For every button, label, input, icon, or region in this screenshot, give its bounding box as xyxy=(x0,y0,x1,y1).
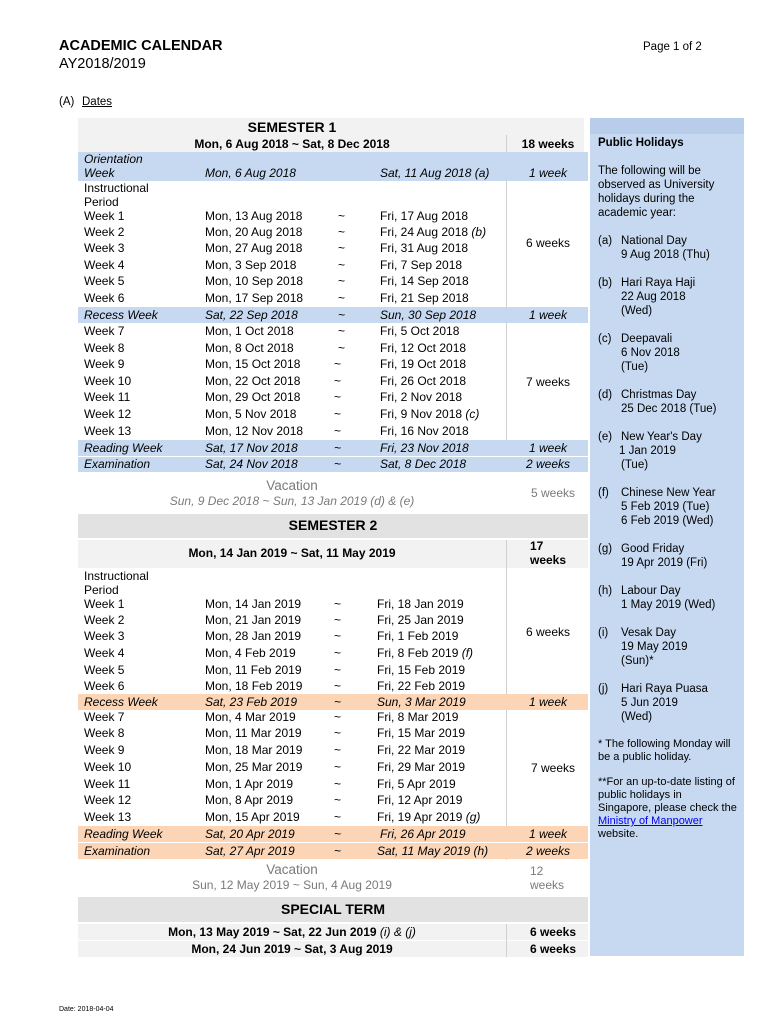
page-number: Page 1 of 2 xyxy=(643,41,702,53)
holidays-intro: The following will be observed as University holidays during the academic year: xyxy=(598,165,715,219)
sem2-week-row-tilde: ~ xyxy=(334,743,342,757)
sem2-week-row-tilde: ~ xyxy=(334,597,342,611)
orientation-start: Mon, 6 Aug 2018 xyxy=(205,166,296,180)
sem2-week-row-tilde: ~ xyxy=(334,646,342,660)
sem1-week-row-label: Week 5 xyxy=(84,274,125,288)
sem2-week-row-start: Mon, 15 Apr 2019 xyxy=(205,810,300,824)
sem2-week-row-label: Week 3 xyxy=(84,629,125,643)
sem2-recess-start: Sat, 23 Feb 2019 xyxy=(205,695,298,709)
sem1-vacation-duration: 5 weeks xyxy=(530,486,576,500)
sem1-week-row-start: Mon, 29 Oct 2018 xyxy=(205,390,301,404)
sem2-week-row-start: Mon, 21 Jan 2019 xyxy=(205,613,302,627)
sem2-week-row-tilde: ~ xyxy=(334,613,342,627)
sem2-week-row-note: (g) xyxy=(465,810,481,824)
sem2-week-row-note: (f) xyxy=(461,646,474,660)
sem1-block1-duration: 6 weeks xyxy=(525,236,571,250)
sem1-week-row-label: Week 9 xyxy=(84,357,125,371)
sem2-week-row-start: Mon, 28 Jan 2019 xyxy=(205,629,302,643)
holiday-date: 5 Jun 2019 xyxy=(621,697,678,709)
sem2-week-row-end: Fri, 1 Feb 2019 xyxy=(377,629,459,643)
sem1-week-row-tilde: ~ xyxy=(334,424,342,438)
holiday-key: (b) xyxy=(598,277,613,289)
sem2-week-row-label: Week 13 xyxy=(84,810,132,824)
holiday-key: (j) xyxy=(598,683,609,695)
sem1-week-row-end: Fri, 19 Oct 2018 xyxy=(380,357,467,371)
holiday-date: 22 Aug 2018 xyxy=(621,291,686,303)
special-row1-note: (i) & (j) xyxy=(379,925,416,939)
sem1-week-row-start: Mon, 13 Aug 2018 xyxy=(205,209,303,223)
holidays-footnote-1: * The following Monday will be a public holiday. xyxy=(598,738,731,763)
sem1-week-row-label: Week 7 xyxy=(84,324,125,338)
sem1-week-row-start: Mon, 3 Sep 2018 xyxy=(205,258,297,272)
sem2-weeks-label: weeks xyxy=(530,553,567,567)
holiday-name: Hari Raya Puasa xyxy=(621,683,708,695)
sem2-recess-tilde: ~ xyxy=(334,695,342,709)
sem1-week-row-label: Week 10 xyxy=(84,374,132,388)
sem2-reading-duration: 1 week xyxy=(528,827,568,841)
sem2-exam-end: Sat, 11 May 2019 (h) xyxy=(377,844,489,858)
sem2-week-row-end: Fri, 15 Mar 2019 xyxy=(377,726,466,740)
holiday-date-2: (Wed) xyxy=(621,711,653,723)
sem1-reading-label: Reading Week xyxy=(84,441,163,455)
sem2-exam-label: Examination xyxy=(84,844,151,858)
sem1-week-row-start: Mon, 17 Sep 2018 xyxy=(205,291,304,305)
sem2-instr-label-2: Period xyxy=(84,583,119,597)
sem1-reading-start: Sat, 17 Nov 2018 xyxy=(205,441,298,455)
sem1-exam-tilde: ~ xyxy=(334,457,342,471)
holiday-key: (f) xyxy=(598,487,609,499)
sem1-week-row-start: Mon, 27 Aug 2018 xyxy=(205,241,303,255)
sem2-week-row-tilde: ~ xyxy=(334,679,342,693)
holiday-date-2: (Wed) xyxy=(621,305,653,317)
document-title: ACADEMIC CALENDAR xyxy=(59,38,223,54)
special-title: SPECIAL TERM xyxy=(281,901,385,917)
holiday-date: 5 Feb 2019 (Tue) xyxy=(621,501,710,513)
sem2-week-row-label: Week 9 xyxy=(84,743,125,757)
sem2-vacation-range: Sun, 12 May 2019 ~ Sun, 4 Aug 2019 xyxy=(192,878,392,892)
sem1-exam-label: Examination xyxy=(84,457,151,471)
sem2-week-row-end: Fri, 8 Mar 2019 xyxy=(377,710,459,724)
sem1-weeks: 18 weeks xyxy=(521,137,575,151)
sem2-week-row-start: Mon, 11 Mar 2019 xyxy=(205,726,302,740)
sem2-week-row-tilde: ~ xyxy=(334,710,342,724)
sem1-reading-end: Fri, 23 Nov 2018 xyxy=(380,441,469,455)
sem1-week-row-start: Mon, 12 Nov 2018 xyxy=(205,424,304,438)
sem1-week-row-tilde: ~ xyxy=(338,258,346,272)
sem2-reading-start: Sat, 20 Apr 2019 xyxy=(205,827,295,841)
sem2-week-row-start: Mon, 18 Feb 2019 xyxy=(205,679,303,693)
sem2-week-row-label: Week 6 xyxy=(84,679,125,693)
sem1-week-row-end: Fri, 7 Sep 2018 xyxy=(380,258,463,272)
special-row2-range: Mon, 24 Jun 2019 ~ Sat, 3 Aug 2019 xyxy=(191,942,393,956)
sem2-instr-label-1: Instructional xyxy=(84,569,149,583)
sem1-week-row-end: Fri, 17 Aug 2018 xyxy=(380,209,469,223)
holiday-name: New Year's Day xyxy=(621,431,702,443)
sem1-vacation-label: Vacation xyxy=(266,478,318,493)
sem1-week-row-tilde: ~ xyxy=(338,209,346,223)
sem1-week-row-end: Fri, 16 Nov 2018 xyxy=(380,424,469,438)
holiday-name: Vesak Day xyxy=(621,627,676,639)
sem1-week-row-start: Mon, 5 Nov 2018 xyxy=(205,407,297,421)
section-marker: (A) xyxy=(59,96,75,108)
sem2-recess-duration: 1 week xyxy=(528,695,568,709)
sem1-week-row-label: Week 11 xyxy=(84,390,131,404)
sem1-week-row-label: Week 2 xyxy=(84,225,125,239)
sem2-reading-tilde: ~ xyxy=(334,827,342,841)
sem1-week-row-tilde: ~ xyxy=(338,241,346,255)
holiday-date: 19 Apr 2019 (Fri) xyxy=(621,557,708,569)
holiday-date: 6 Nov 2018 xyxy=(621,347,680,359)
sem2-week-row-end: Fri, 19 Apr 2019 (g) xyxy=(377,810,481,824)
sem1-week-row-tilde: ~ xyxy=(338,324,346,338)
sem2-week-row-start: Mon, 1 Apr 2019 xyxy=(205,777,294,791)
special-row2-duration: 6 weeks xyxy=(529,942,577,956)
sem1-week-row-end: Fri, 24 Aug 2018 (b) xyxy=(380,225,487,239)
sem1-week-row-start: Mon, 1 Oct 2018 xyxy=(205,324,294,338)
holidays-footnote-2: **For an up-to-date listing of public holidays in Singapore, please check the Ministry of Manpower website. xyxy=(598,776,737,840)
sem1-instr-label-1: Instructional xyxy=(84,181,149,195)
sem2-block1-duration: 6 weeks xyxy=(525,625,571,639)
sem1-block2-duration: 7 weeks xyxy=(525,375,571,389)
sem2-week-row-end: Fri, 25 Jan 2019 xyxy=(377,613,464,627)
sem2-week-row-start: Mon, 14 Jan 2019 xyxy=(205,597,302,611)
orientation-label-1: Orientation xyxy=(84,152,143,166)
holiday-date-2: 6 Feb 2019 (Wed) xyxy=(621,515,714,527)
sem1-week-row-tilde: ~ xyxy=(334,357,342,371)
sem1-recess-start: Sat, 22 Sep 2018 xyxy=(205,308,298,322)
holiday-key: (g) xyxy=(598,543,613,555)
sem1-recess-end: Sun, 30 Sep 2018 xyxy=(380,308,477,322)
sem1-week-row-start: Mon, 8 Oct 2018 xyxy=(205,341,294,355)
sem1-week-row-start: Mon, 22 Oct 2018 xyxy=(205,374,301,388)
sem1-week-row-note: (c) xyxy=(465,407,480,421)
sem2-week-row-end: Fri, 8 Feb 2019 (f) xyxy=(377,646,474,660)
sem2-recess-label: Recess Week xyxy=(84,695,158,709)
sem2-week-row-end: Fri, 18 Jan 2019 xyxy=(377,597,464,611)
sem1-recess-duration: 1 week xyxy=(528,308,568,322)
sem2-week-row-label: Week 5 xyxy=(84,663,125,677)
sem2-week-row-start: Mon, 4 Feb 2019 xyxy=(205,646,296,660)
holiday-name: Labour Day xyxy=(621,585,681,597)
sem1-week-row-tilde: ~ xyxy=(334,390,342,404)
holiday-name: National Day xyxy=(621,235,687,247)
section-label: Dates xyxy=(82,96,113,108)
sem2-week-row-tilde: ~ xyxy=(334,629,342,643)
sem1-week-row-label: Week 12 xyxy=(84,407,132,421)
sem1-week-row-tilde: ~ xyxy=(334,374,342,388)
sem2-vacation-duration-label: weeks xyxy=(530,878,565,892)
sem1-week-row-end: Fri, 31 Aug 2018 xyxy=(380,241,469,255)
sem2-week-row-tilde: ~ xyxy=(334,760,342,774)
sem1-exam-end: Sat, 8 Dec 2018 xyxy=(380,457,467,471)
holiday-key: (c) xyxy=(598,333,612,345)
sem2-exam-duration: 2 weeks xyxy=(525,844,571,858)
sem2-week-row-label: Week 7 xyxy=(84,710,125,724)
sem2-week-row-tilde: ~ xyxy=(334,810,342,824)
sem2-vacation-label: Vacation xyxy=(266,862,318,877)
special-row1-duration: 6 weeks xyxy=(529,925,577,939)
holiday-date-2: (Tue) xyxy=(621,459,649,471)
sem2-week-row-label: Week 8 xyxy=(84,726,125,740)
sem1-week-row-start: Mon, 20 Aug 2018 xyxy=(205,225,303,239)
sem1-week-row-end: Fri, 14 Sep 2018 xyxy=(380,274,469,288)
holiday-name: Chinese New Year xyxy=(621,487,716,499)
sem1-week-row-tilde: ~ xyxy=(338,341,346,355)
holiday-key: (e) xyxy=(598,431,613,443)
sem1-week-row-end: Fri, 26 Oct 2018 xyxy=(380,374,467,388)
sem2-exam-tilde: ~ xyxy=(334,844,342,858)
sem1-recess-tilde: ~ xyxy=(338,308,346,322)
special-row1-range: Mon, 13 May 2019 ~ Sat, 22 Jun 2019 (i) & (j) xyxy=(168,925,416,939)
sem2-week-row-label: Week 2 xyxy=(84,613,125,627)
holiday-date: 1 Jan 2019 xyxy=(619,445,676,457)
holiday-date: 25 Dec 2018 (Tue) xyxy=(621,403,717,415)
holidays-title: Public Holidays xyxy=(598,137,684,149)
holiday-key: (h) xyxy=(598,585,613,597)
sem2-title: SEMESTER 2 xyxy=(288,517,378,533)
sem1-exam-duration: 2 weeks xyxy=(525,457,571,471)
sem1-week-row-note: (b) xyxy=(471,225,487,239)
sem1-reading-duration: 1 week xyxy=(528,441,568,455)
sem1-week-row-end: Fri, 5 Oct 2018 xyxy=(380,324,460,338)
sem2-week-row-end: Fri, 15 Feb 2019 xyxy=(377,663,466,677)
sem2-recess-end: Sun, 3 Mar 2019 xyxy=(377,695,466,709)
sem1-week-row-tilde: ~ xyxy=(338,225,346,239)
sem1-recess-label: Recess Week xyxy=(84,308,158,322)
sem1-week-row-end: Fri, 12 Oct 2018 xyxy=(380,341,467,355)
sem1-reading-tilde: ~ xyxy=(334,441,342,455)
sem2-week-row-end: Fri, 5 Apr 2019 xyxy=(377,777,456,791)
sem2-week-row-label: Week 11 xyxy=(84,777,131,791)
sem1-week-row-label: Week 1 xyxy=(84,209,125,223)
sem2-exam-start: Sat, 27 Apr 2019 xyxy=(205,844,295,858)
sem2-week-row-end: Fri, 22 Mar 2019 xyxy=(377,743,466,757)
sem1-title: SEMESTER 1 xyxy=(247,119,337,135)
sem2-week-row-label: Week 4 xyxy=(84,646,125,660)
holiday-date: 1 May 2019 (Wed) xyxy=(621,599,716,611)
sem1-week-row-label: Week 6 xyxy=(84,291,125,305)
sem2-week-row-label: Week 12 xyxy=(84,793,132,807)
holiday-name: Christmas Day xyxy=(621,389,697,401)
sem1-week-row-label: Week 13 xyxy=(84,424,132,438)
sem2-week-row-tilde: ~ xyxy=(334,793,342,807)
sem1-week-row-end: Fri, 9 Nov 2018 (c) xyxy=(380,407,480,421)
sem1-week-row-start: Mon, 15 Oct 2018 xyxy=(205,357,301,371)
sem2-range: Mon, 14 Jan 2019 ~ Sat, 11 May 2019 xyxy=(188,546,396,560)
orientation-end: Sat, 11 Aug 2018 (a) xyxy=(380,166,490,180)
sem2-week-row-start: Mon, 4 Mar 2019 xyxy=(205,710,296,724)
holiday-name: Hari Raya Haji xyxy=(621,277,696,289)
sem1-vacation-range: Sun, 9 Dec 2018 ~ Sun, 13 Jan 2019 (d) & (e) xyxy=(169,494,415,508)
sem1-week-row-label: Week 8 xyxy=(84,341,125,355)
sem2-week-row-label: Week 10 xyxy=(84,760,132,774)
sem2-week-row-end: Fri, 29 Mar 2019 xyxy=(377,760,466,774)
sem1-week-row-tilde: ~ xyxy=(338,274,346,288)
sem1-week-row-label: Week 4 xyxy=(84,258,125,272)
sem2-reading-label: Reading Week xyxy=(84,827,163,841)
holiday-date-2: (Tue) xyxy=(621,361,649,373)
sem2-weeks-num: 17 xyxy=(530,539,544,553)
sem1-week-row-end: Fri, 21 Sep 2018 xyxy=(380,291,469,305)
sem1-week-row-end: Fri, 2 Nov 2018 xyxy=(380,390,463,404)
sem2-week-row-tilde: ~ xyxy=(334,726,342,740)
academic-year: AY2018/2019 xyxy=(59,56,146,72)
sem2-block2-duration: 7 weeks xyxy=(530,761,576,775)
holiday-key: (d) xyxy=(598,389,613,401)
sem1-week-row-start: Mon, 10 Sep 2018 xyxy=(205,274,304,288)
sem1-week-row-tilde: ~ xyxy=(334,407,342,421)
sem2-week-row-tilde: ~ xyxy=(334,777,342,791)
sem1-week-row-label: Week 3 xyxy=(84,241,125,255)
holiday-date: 19 May 2019 xyxy=(621,641,688,653)
sem1-range: Mon, 6 Aug 2018 ~ Sat, 8 Dec 2018 xyxy=(194,137,390,151)
holiday-name: Deepavali xyxy=(621,333,673,345)
sem2-reading-end: Fri, 26 Apr 2019 xyxy=(380,827,466,841)
holiday-key: (a) xyxy=(598,235,613,247)
sem1-week-row-tilde: ~ xyxy=(338,291,346,305)
sem2-vacation-duration-num: 12 xyxy=(530,864,544,878)
orientation-duration: 1 week xyxy=(528,166,568,180)
ministry-of-manpower-link[interactable]: Ministry of Manpower xyxy=(598,815,703,827)
sem2-week-row-start: Mon, 25 Mar 2019 xyxy=(205,760,303,774)
sem2-week-row-end: Fri, 22 Feb 2019 xyxy=(377,679,466,693)
sem1-instr-label-2: Period xyxy=(84,195,119,209)
sem1-exam-start: Sat, 24 Nov 2018 xyxy=(205,457,298,471)
sem2-week-row-end: Fri, 12 Apr 2019 xyxy=(377,793,463,807)
sem2-week-row-start: Mon, 18 Mar 2019 xyxy=(205,743,303,757)
orientation-label-2: Week xyxy=(84,166,115,180)
sem2-week-row-start: Mon, 11 Feb 2019 xyxy=(205,663,302,677)
footer-date: Date: 2018-04-04 xyxy=(59,1006,114,1013)
holiday-key: (i) xyxy=(598,627,609,639)
sem2-week-row-label: Week 1 xyxy=(84,597,125,611)
holiday-date: 9 Aug 2018 (Thu) xyxy=(621,249,710,261)
holiday-date-2: (Sun)* xyxy=(621,655,654,667)
sem2-week-row-tilde: ~ xyxy=(334,663,342,677)
holiday-name: Good Friday xyxy=(621,543,685,555)
sem2-week-row-start: Mon, 8 Apr 2019 xyxy=(205,793,294,807)
